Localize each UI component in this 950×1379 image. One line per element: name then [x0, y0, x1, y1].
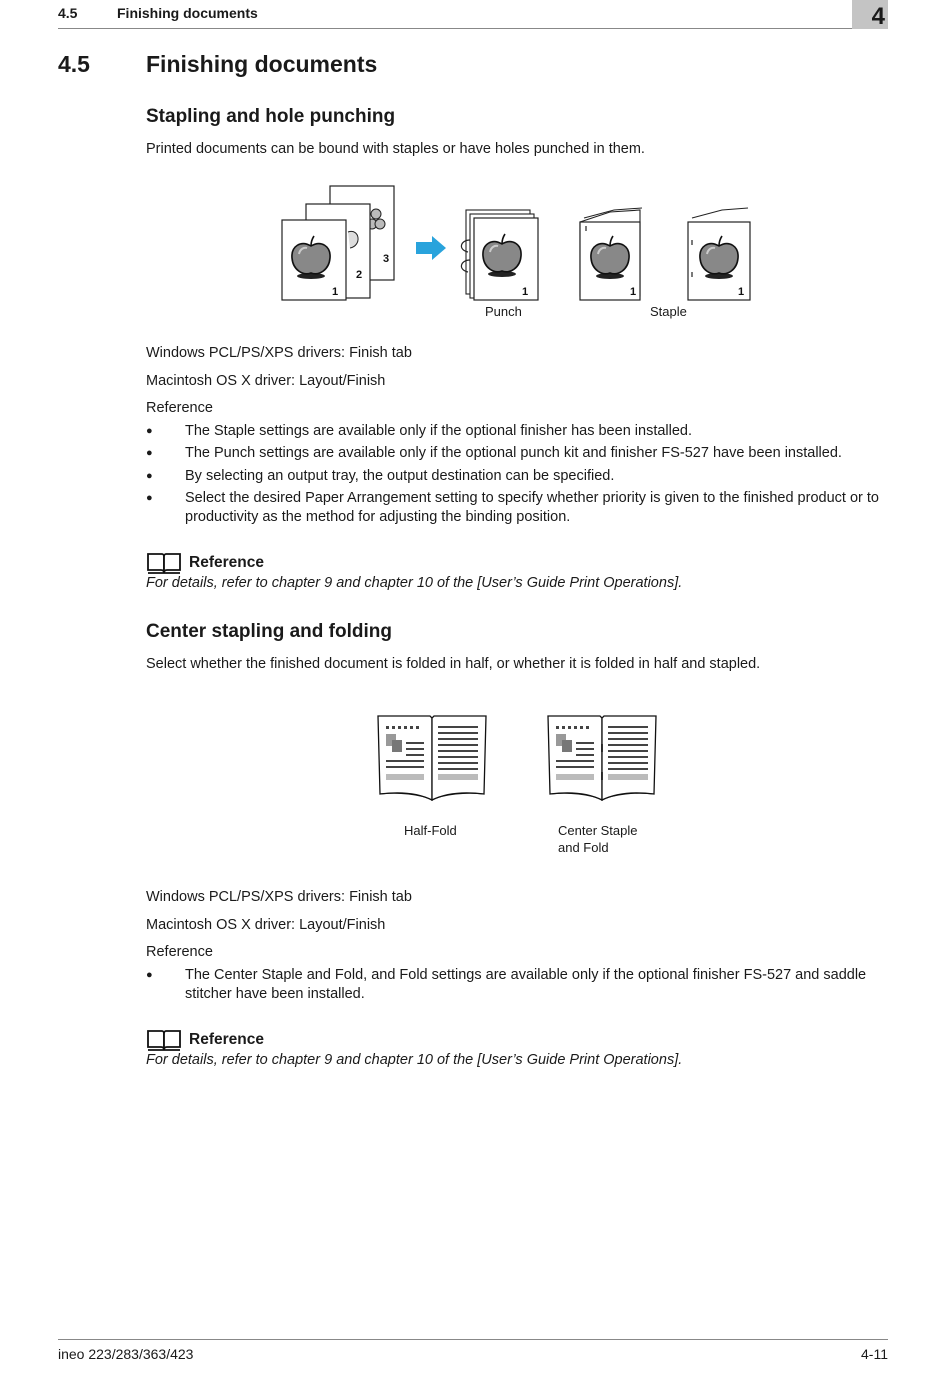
header-section-title: Finishing documents: [117, 5, 258, 21]
center-intro: Select whether the finished document is folded in half, or whether it is folded in half and stapled.: [146, 656, 761, 672]
windows-driver-text: Windows PCL/PS/XPS drivers: Finish tab: [146, 889, 412, 905]
list-item: ● By selecting an output tray, the output destination can be specified.: [146, 468, 615, 484]
reference-label: Reference: [146, 400, 213, 416]
list-item: ● The Center Staple and Fold, and Fold settings are available only if the optional finisher FS-527 and saddle stitcher have been installed.: [146, 967, 867, 1002]
stapling-heading: Stapling and hole punching: [146, 106, 396, 127]
center-staple-caption-line1: Center Staple: [558, 823, 638, 838]
heading-number: 4.5: [58, 51, 90, 77]
reference-heading: [146, 1028, 264, 1052]
punch-caption: Punch: [485, 304, 522, 319]
windows-driver-text: Windows PCL/PS/XPS drivers: Finish tab: [146, 345, 412, 361]
mac-driver-text: Macintosh OS X driver: Layout/Finish: [146, 373, 386, 389]
reference-text: For details, refer to chapter 9 and chapter 10 of the [User’s Guide Print Operations].: [146, 575, 683, 591]
page-number-2: 2: [356, 269, 363, 281]
footer-page-number: 4-11: [861, 1346, 888, 1362]
book-icon: [146, 551, 182, 575]
center-fold-figure: [376, 712, 660, 804]
page-number-1: 1: [332, 286, 339, 298]
arrow-icon: [416, 236, 446, 260]
staple-caption: Staple: [650, 304, 687, 319]
bullet-icon: ●: [146, 447, 153, 459]
heading-title: Finishing documents: [146, 51, 378, 77]
svg-text:1: 1: [738, 286, 745, 298]
list-item: ● The Punch settings are available only if the optional punch kit and finisher FS-527 have been installed.: [146, 445, 842, 461]
reference-text: For details, refer to chapter 9 and chapter 10 of the [User’s Guide Print Operations].: [146, 1052, 683, 1068]
reference-title: Reference: [189, 554, 264, 571]
list-item: ● Select the desired Paper Arrangement setting to specify whether priority is given to the finished product or to productivity as the method for adjusting the binding position.: [146, 490, 879, 525]
list-item: ● The Staple settings are available only if the optional finisher has been installed.: [146, 423, 693, 439]
page-number-3: 3: [383, 253, 390, 265]
bullet-icon: ●: [146, 425, 153, 437]
center-staple-caption-line2: and Fold: [558, 840, 609, 855]
footer-model: ineo 223/283/363/423: [58, 1346, 194, 1362]
stapling-figure: [280, 184, 760, 304]
reference-title: Reference: [189, 1031, 264, 1048]
mac-driver-text: Macintosh OS X driver: Layout/Finish: [146, 917, 386, 933]
svg-text:1: 1: [630, 286, 637, 298]
bullet-icon: ●: [146, 492, 153, 504]
header-rule: [58, 28, 888, 29]
header-section-number: 4.5: [58, 5, 78, 21]
footer-rule: [58, 1339, 888, 1340]
svg-text:1: 1: [522, 286, 529, 298]
chapter-tab: 4: [852, 0, 888, 29]
bullet-icon: ●: [146, 969, 153, 981]
half-fold-caption: Half-Fold: [404, 823, 457, 838]
center-heading: Center stapling and folding: [146, 621, 392, 642]
book-icon: [146, 1028, 182, 1052]
half-fold-booklet: [378, 716, 486, 800]
reference-heading: [146, 551, 264, 575]
bullet-icon: ●: [146, 470, 153, 482]
center-staple-booklet: [548, 716, 656, 800]
reference-label: Reference: [146, 944, 213, 960]
stapling-intro: Printed documents can be bound with staples or have holes punched in them.: [146, 141, 645, 157]
